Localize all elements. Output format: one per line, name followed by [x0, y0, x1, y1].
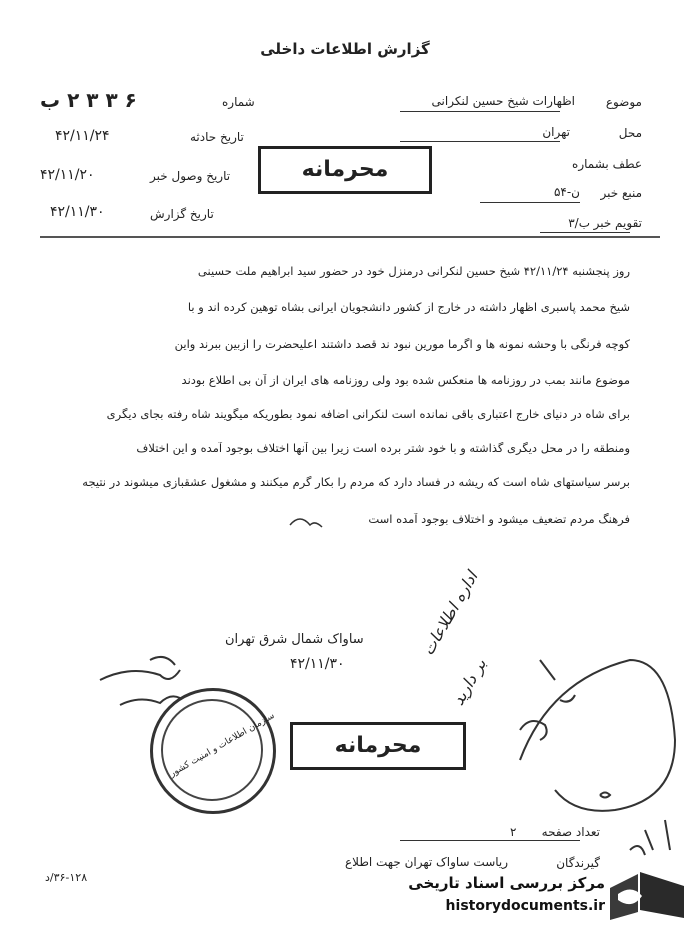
field-location-label: محل	[618, 126, 642, 140]
field-subject-label: موضوع	[605, 95, 642, 109]
signature-date: ۴۲/۱۱/۳۰	[290, 656, 345, 672]
field-received-date-label: تاریخ وصول خبر	[150, 169, 231, 183]
handwritten-note-2: بر دارید	[448, 655, 490, 709]
field-location-value: تهران	[542, 125, 570, 139]
body-line-2: شیخ محمد پاسبری اظهار داشته در خارج از کشور دانشجویان ایرانی بشاه توهین کرده اند و با	[187, 301, 630, 314]
body-line-4: موضوع مانند بمب در روزنامه ها منعکس شده بود ولی روزنامه های ایران از آن بی اطلاع بودند	[181, 374, 630, 387]
body-line-8: فرهنگ مردم تضعیف میشود و اختلاف بوجود آمده است	[368, 513, 630, 526]
field-incident-date-label: تاریخ حادثه	[190, 130, 244, 144]
field-reference-label: عطف بشماره	[572, 157, 642, 171]
body-line-3: کوچه فرنگی با وحشه نمونه ها و اگرما مورین نبود ند قصد داشتند اعلیحضرت را ازبین ببرند واین	[174, 338, 630, 351]
field-report-date-label: تاریخ گزارش	[150, 207, 214, 221]
body-line-1: روز پنجشنبه ۴۲/۱۱/۲۴ شیخ حسین لنکرانی درمنزل خود در حضور سید ابراهیم ملت حسینی	[197, 265, 630, 278]
field-evaluation-value: ب/۳	[568, 216, 590, 230]
confidential-stamp-top: محرمانه	[258, 146, 432, 194]
pages-count-value: ۲	[510, 825, 517, 839]
field-report-date-value: ۴۲/۱۱/۳۰	[50, 204, 105, 220]
field-source-value: ن-۵۴	[553, 185, 580, 199]
archive-logo	[600, 866, 690, 924]
field-evaluation-label: تقویم خبر	[593, 216, 642, 230]
body-line-7: برسر سیاستهای شاه است که ریشه در فساد دارد که مردم را بکار گرم میکنند و مشغول عشقبازی میشوند در نتیجه	[82, 476, 630, 489]
form-code: ۳۶-۱۲۸/د	[45, 871, 88, 884]
field-source-label: منبع خبر	[600, 186, 642, 200]
circle-seal-text: سازمان اطلاعات و امنیت کشور	[168, 710, 277, 780]
confidential-stamp-bottom: محرمانه	[290, 722, 466, 770]
field-number-value: ۶ ۳ ۳ ۲ ب	[40, 88, 137, 112]
watermark-url: historydocuments.ir	[445, 898, 605, 914]
recipients-value: ریاست ساواک تهران جهت اطلاع	[345, 855, 509, 869]
document-title: گزارش اطلاعات داخلی	[260, 40, 430, 58]
watermark-title: مرکز بررسی اسناد تاریخی	[408, 874, 605, 892]
body-line-5: برای شاه در دنیای خارج اعتباری باقی نمانده است لنکرانی اضافه نمود بطوریکه میگویند شاه رفته بجای دیگری	[106, 408, 630, 421]
recipients-label: گیرندگان	[556, 856, 600, 870]
field-number-label: شماره	[222, 95, 255, 109]
body-line-6: ومنطقه را در محل دیگری گذاشته و با خود شتر برده است زیرا بین آنها اختلاف بوجود آمده و این اختلاف	[136, 442, 630, 455]
field-subject-value: اظهارات شیخ حسین لنکرانی	[431, 94, 575, 108]
pages-count-label: تعداد صفحه	[541, 825, 600, 839]
handwritten-note-1: اداره اطلاعات	[418, 568, 482, 659]
field-received-date-value: ۴۲/۱۱/۲۰	[40, 167, 95, 183]
field-incident-date-value: ۴۲/۱۱/۲۴	[55, 128, 110, 144]
signature-org: ساواک شمال شرق تهران	[225, 632, 364, 647]
